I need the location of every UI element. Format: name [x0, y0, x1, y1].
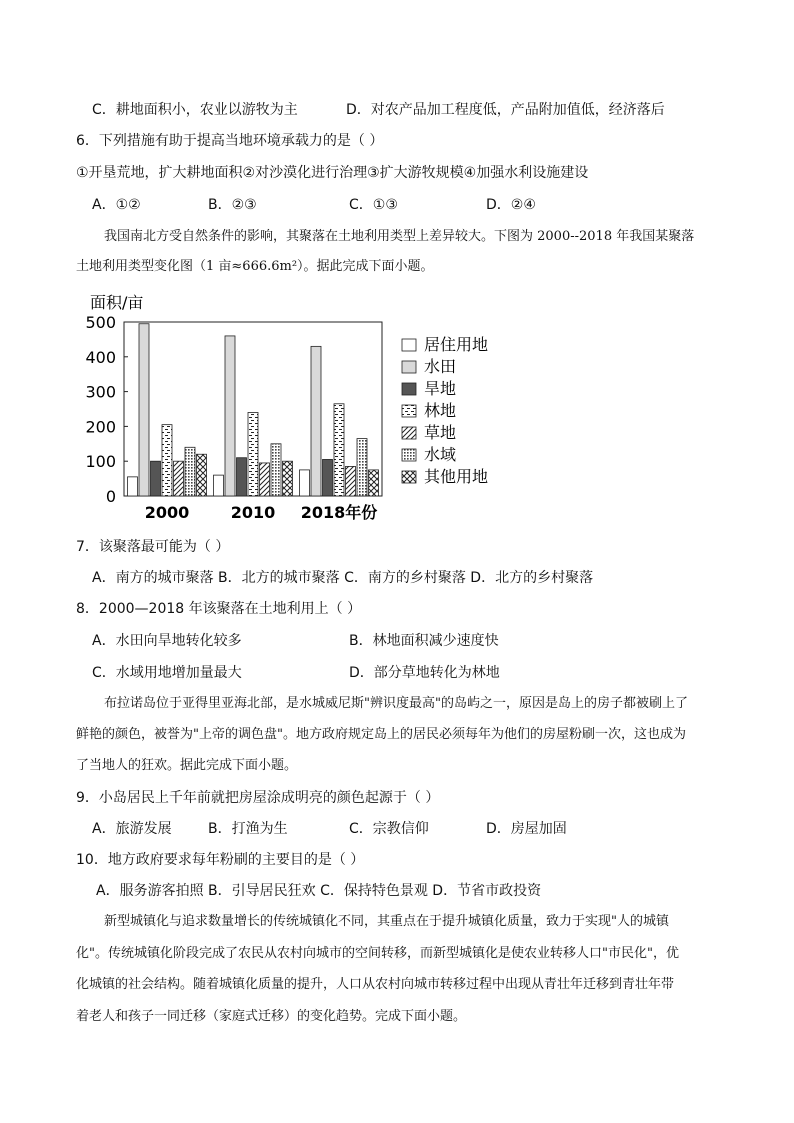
bar-2010-0 [214, 475, 224, 496]
bar-2000-0 [128, 477, 138, 496]
q7-stem: 7．该聚落最可能为（ ） [76, 539, 230, 555]
y-tick-label: 500 [85, 313, 116, 332]
bar-2000-6 [197, 454, 207, 496]
legend-swatch [402, 405, 416, 417]
bar-2000-1 [139, 324, 149, 496]
q8-option-c: C．水域用地增加量最大 [92, 665, 242, 681]
material2-line1: 布拉诺岛位于亚得里亚海北部，是水城威尼斯"辨识度最高"的岛屿之一，原因是岛上的房子都被刷上了 [104, 696, 688, 711]
bar-2010-4 [260, 463, 270, 496]
x-tick-label: 2000 [144, 503, 190, 522]
bar-2000-4 [174, 461, 184, 496]
q9-option-b: B．打渔为生 [208, 821, 288, 837]
legend-swatch [402, 471, 416, 483]
q5-option-d: D．对农产品加工程度低，产品附加值低，经济落后 [346, 102, 665, 118]
legend-label: 水田 [424, 357, 457, 376]
y-tick-label: 100 [85, 452, 116, 472]
q8-option-b: B．林地面积减少速度快 [349, 633, 499, 649]
y-tick-label: 300 [85, 382, 116, 402]
bar-2018-2 [323, 459, 333, 496]
bar-2000-5 [185, 447, 195, 496]
bar-2010-2 [237, 458, 247, 496]
bar-2018-5 [357, 439, 367, 496]
q6-option-b: B．②③ [208, 197, 257, 213]
material1-line1: 我国南北方受自然条件的影响，其聚落在土地利用类型上差异较大。下图为 2000--2018 年我国某聚落 [104, 229, 695, 244]
legend-label: 草地 [424, 423, 457, 442]
y-tick-label: 200 [85, 417, 116, 437]
legend-swatch [402, 449, 416, 461]
legend-swatch [402, 427, 416, 439]
q9-option-a: A．旅游发展 [92, 821, 172, 837]
q7-options: A．南方的城市聚落 B．北方的城市聚落 C．南方的乡村聚落 D．北方的乡村聚落 [92, 570, 594, 586]
material3-line3: 化城镇的社会结构。随着城镇化质量的提升，人口从农村向城市转移过程中出现从青壮年迁移到青壮年带 [76, 977, 675, 992]
material3-line4: 着老人和孩子一同迁移（家庭式迁移）的变化趋势。完成下面小题。 [76, 1009, 467, 1024]
legend-swatch [402, 361, 416, 373]
legend-label: 旱地 [424, 379, 457, 398]
material2-line2: 鲜艳的颜色，被誉为"上帝的调色盘"。地方政府规定岛上的居民必须每年为他们的房屋粉刷一次，这也成为 [76, 727, 686, 742]
q6-stem: 6．下列措施有助于提高当地环境承载力的是（ ） [76, 133, 384, 149]
q6-option-a: A．①② [92, 197, 141, 213]
q10-options: A．服务游客拍照 B．引导居民狂欢 C．保持特色景观 D．节省市政投资 [96, 883, 542, 899]
q9-option-c: C．宗教信仰 [349, 821, 429, 837]
bar-2018-4 [346, 466, 356, 496]
bar-2010-1 [225, 336, 235, 496]
x-tick-label: 2018年份 [300, 503, 378, 522]
q9-option-d: D．房屋加固 [486, 821, 567, 837]
legend-label: 水域 [424, 445, 457, 464]
bar-2018-3 [334, 404, 344, 496]
y-tick-label: 0 [105, 487, 116, 506]
q9-stem: 9．小岛居民上千年前就把房屋涂成明亮的颜色起源于（ ） [76, 790, 440, 806]
material3-line2: 化"。传统城镇化阶段完成了农民从农村向城市的空间转移，而新型城镇化是使农业转移人口"市民化"，优 [76, 946, 679, 961]
bar-2018-1 [311, 346, 321, 496]
legend-swatch [402, 339, 416, 351]
q8-stem: 8．2000—2018 年该聚落在土地利用上（ ） [76, 601, 362, 617]
q5-option-c: C．耕地面积小，农业以游牧为主 [92, 102, 298, 118]
y-axis-label: 面积/亩 [90, 293, 144, 312]
bar-2000-3 [162, 425, 172, 496]
land-use-bar-chart [80, 290, 520, 530]
bar-2010-3 [248, 412, 258, 496]
q6-option-d: D．②④ [486, 197, 536, 213]
legend-label: 林地 [424, 401, 457, 420]
bar-2000-2 [151, 461, 161, 496]
q6-option-c: C．①③ [349, 197, 398, 213]
legend-label: 居住用地 [424, 335, 489, 354]
legend-swatch [402, 383, 416, 395]
bar-2010-5 [271, 444, 281, 496]
bar-2010-6 [283, 461, 293, 496]
y-tick-label: 400 [85, 347, 116, 367]
bar-2018-0 [300, 470, 310, 496]
q8-option-a: A．水田向旱地转化较多 [92, 633, 242, 649]
x-tick-label: 2010 [230, 503, 276, 522]
q10-stem: 10．地方政府要求每年粉刷的主要目的是（ ） [76, 852, 365, 868]
legend-label: 其他用地 [424, 467, 489, 486]
material1-line2: 土地利用类型变化图（1 亩≈666.6m²）。据此完成下面小题。 [76, 259, 434, 274]
q8-option-d: D．部分草地转化为林地 [349, 665, 500, 681]
material3-line1: 新型城镇化与追求数量增长的传统城镇化不同，其重点在于提升城镇化质量，致力于实现"人的城镇 [104, 914, 669, 929]
bar-2018-6 [369, 470, 379, 496]
material2-line3: 了当地人的狂欢。据此完成下面小题。 [76, 758, 298, 773]
q6-items: ①开垦荒地，扩大耕地面积②对沙漠化进行治理③扩大游牧规模④加强水利设施建设 [76, 165, 589, 181]
